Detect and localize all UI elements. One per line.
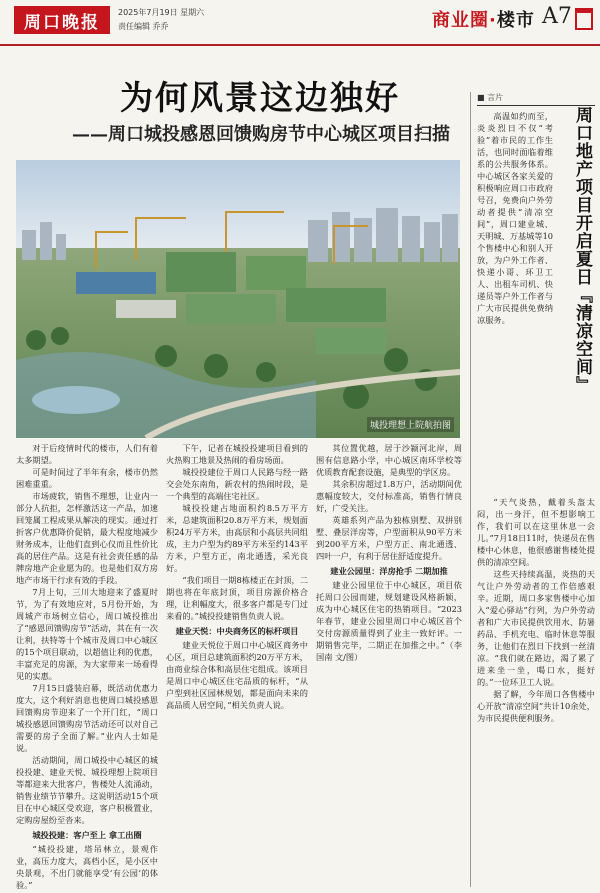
- section-heading: 建业公园里：洋房抢手 二期加推: [330, 566, 448, 576]
- paragraph: 其位置优越，居于沙颍河北岸，周围有信息路小学，中心城区南环学校等优质教育配套设施，是典型的学区房。: [316, 443, 462, 477]
- sidebar-text-upper: [477, 110, 553, 326]
- paragraph: 活动期间，周口城投中心城区的城投投建、建业天悦、城投理想上院项目等都迎来大批客户，售楼处人流涌动，销售业绩节节攀升。这说明活动15个项目在中心城区受欢迎，客户积极置业，定购房屋纷至沓来。: [16, 755, 158, 825]
- photo-caption: 城投理想上院航拍图: [367, 417, 454, 432]
- newspaper-logo: 周口晚报: [14, 6, 110, 34]
- aerial-photo: [16, 160, 460, 438]
- paragraph: “城投投建，塔吊林立，景观作业，高压力度大，高档小区，是小区中央景观，不出门就能享受‘有公园’的体验。”: [16, 844, 158, 890]
- paragraph: “我们项目一期8栋楼正在封顶，二期也将在年底封顶，项目房源价格合理，让利幅度大，很多客户都是专门过来看的。”城投投建销售负责人说。: [166, 575, 308, 621]
- paragraph: “天气炎热，戴着头盔太闷，出一身汗，但不想影响工作，我们可以在这里休息一会儿。”7月18日11时，快递员在售楼中心休息，他很感谢售楼处提供的清凉空间。: [477, 497, 595, 567]
- column-divider: [470, 92, 471, 887]
- masthead: [0, 0, 600, 46]
- section-separator: ·: [489, 10, 497, 31]
- sidebar-label: ■ 言片: [477, 92, 595, 106]
- article-headline: 为何风景这边独好: [120, 78, 400, 117]
- sidebar-article: [477, 92, 595, 887]
- issue-editor: 责任编辑 乔乔: [118, 22, 169, 31]
- paragraph: 市场疲软，销售不理想，让业内一部分人抗拒，怎样激活这一产品，加速回笼属工程成果从解决的现实。通过打折客户优惠降价促销，最大程度地减少财务成本，让他们直到心仪而且性价比高的居住产品。这是有社会责任感的品牌房地产企业愿为的。也是他们双方房地产市场干行求有效的手段。: [16, 491, 158, 585]
- section-heading: 建业天悦：中央商务区的标杆项目: [175, 626, 299, 636]
- issue-info: [118, 6, 204, 34]
- paragraph: 建业天悦位于周口中心城区商务中心区，项目总建筑面积约20万平方米，由商业综合体和高层住宅组成。该项目是周口中心城区住宅品质的标杆，“从户型到社区园林规划，都是面向未来的高品质人居空间，”相关负责人说。: [166, 640, 308, 710]
- paragraph: 对于后疫情时代的楼市，人们有着太多期望。: [16, 443, 158, 465]
- issue-date: 2025年7月19日 星期六: [118, 8, 205, 17]
- article-column-3: [316, 442, 462, 663]
- section-heading: 城投投建：客户至上 拿工出圈: [32, 830, 142, 840]
- article-column-2: [166, 442, 308, 711]
- paragraph: 英雄系列产品为独栋别墅、双拼别墅、叠层洋房等，户型面积从90平方米到200平方米，户型方正、南北通透、四叶一户，有利于居住舒适度提升。: [316, 515, 462, 561]
- calendar-icon: [575, 8, 593, 30]
- paragraph: 其余积房超过1.8万户，活动期间优惠幅度较大，交付标准高，销售行情良好，广受关注。: [316, 479, 462, 513]
- paragraph: 高温如约而至，炎炎烈日不仅“考验”着市民的工作生活，也同时面临着维系的公共服务体系。中心城区各家关爱的积极响应周口市政府号召，免费向户外劳动者提供“清凉空间”，周口建业城、天明城、万基城等10个售楼中心和别人开放，为户外工作者、快递小哥、环卫工人、出租车司机、快递员等户外工作者与广大市民提供免费纳凉服务。: [477, 111, 553, 325]
- paragraph: 可是时间过了半年有余，楼市仍然困难重重。: [16, 467, 158, 489]
- paragraph: 7月上旬，三川大地迎来了盛夏时节，为了有效地应对，5月份开始，为周城产市场树立信心，周口城投推出了“感恩回馈购房节”活动，其在有一次让利，扶特等十个城市及周口中心城区的15个项目联动，以超值让利的优惠，丰富充足的房源，为大家带来一场看得见的实惠。: [16, 587, 158, 681]
- paragraph: 建业公园里位于中心城区，项目依托周口公园而建，规划建设风格新颖，成为中心城区住宅的热销项目。“2023年春节，建业公园里周口中心城区首个交付房源质量得到了业主一致好评。一期销售完毕，二期正在加推之中。”（李国南 文/图）: [316, 580, 462, 662]
- paragraph: 下午，记者在城投投建项目看到的火热购工地景及热闹的看房场面。: [166, 443, 308, 465]
- sidebar-text-lower: [477, 496, 595, 724]
- sidebar-title: 周口地产项目开启夏日『清凉空间』: [572, 106, 592, 394]
- section-label: 商业圈: [432, 10, 489, 31]
- paragraph: 城投投建位于周口人民路与经一路交会处东南角，新农村的热闹时段，是一个典型的高端住宅社区。: [166, 467, 308, 501]
- section-name: [432, 6, 535, 32]
- page-number: A7: [542, 4, 572, 29]
- aerial-photo-illustration: [16, 160, 460, 438]
- paragraph: 据了解，今年周口各售楼中心开放“清凉空间”共计10余处，为市民提供便利服务。: [477, 689, 595, 723]
- paragraph: 7月15日盛装启幕，既活动优惠力度大，这个利好消息也使周口城投感恩回馈购房节迎来了一个开门红，“周口城投感恩回馈购房节活动还可以对自己需要的房子全面了解。”业内人士如是说。: [16, 683, 158, 753]
- subsection-label: 楼市: [496, 10, 535, 31]
- article-column-1: [16, 442, 158, 891]
- article-subheadline: ——周口城投感恩回馈购房节中心城区项目扫描: [72, 124, 450, 145]
- paragraph: 城投投建占地面积约8.5万平方米，总建筑面积20.8万平方米，规划面积24万平方米，由高层和小高层共同组成，主力户型为约89平方米至约143平方米，户型方正，南北通透，采光良好。: [166, 503, 308, 573]
- paragraph: 这些天持续高温，炎热的天气让户外劳动者的工作倍感艰辛。近期，周口多家售楼中心加入“爱心驿站”行列，为户外劳动者和广大市民提供饮用水、防暑药品、手机充电、临时休息等服务，让他们在烈日下找到一丝清凉。“我们就在路边，渴了累了进来坐一坐，喝口水，挺好的。”一位环卫工人说。: [477, 569, 595, 687]
